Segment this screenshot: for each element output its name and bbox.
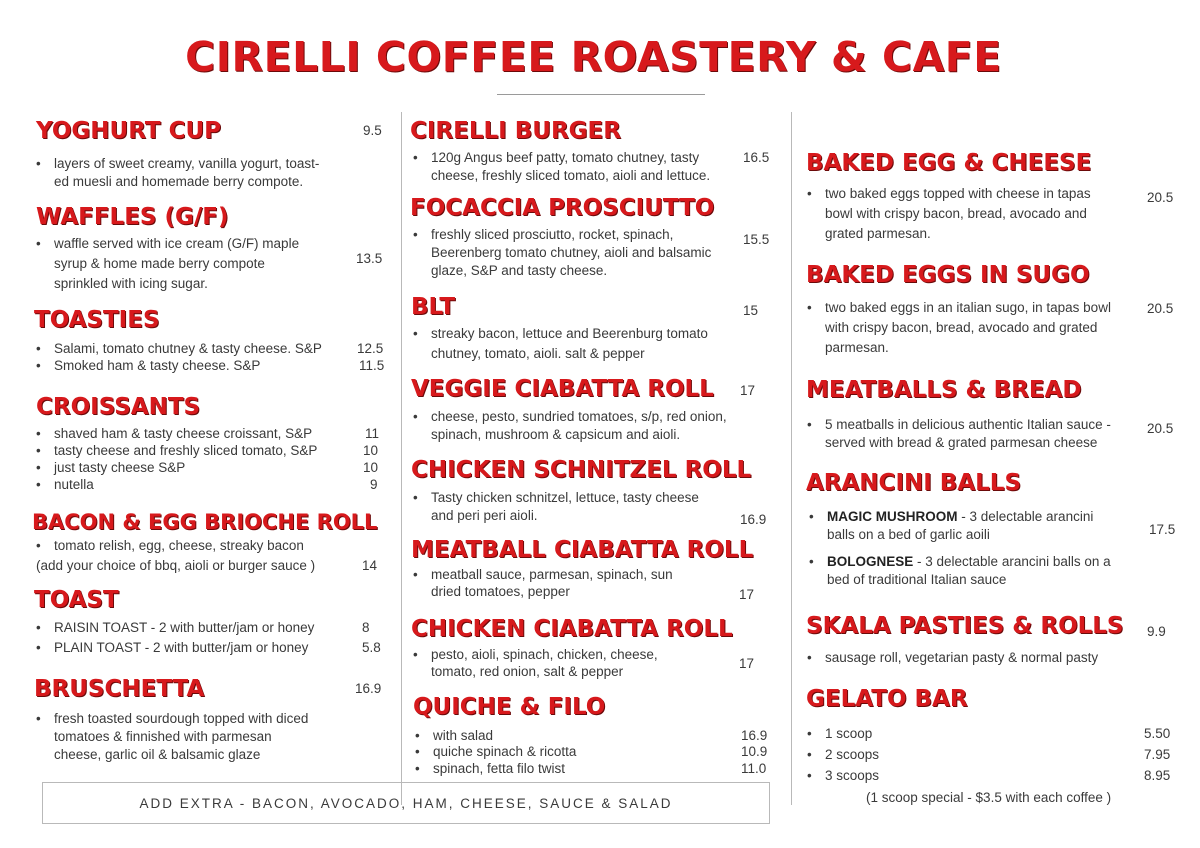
price: 15 <box>743 303 759 318</box>
price: 11.5 <box>359 358 385 373</box>
item-description: dried tomatoes, pepper <box>431 584 570 599</box>
price: 5.50 <box>1144 726 1171 741</box>
section-heading: MEATBALLS & BREAD <box>806 377 1082 403</box>
item-description: grated parmesan. <box>825 226 931 241</box>
add-extras-banner: ADD EXTRA - BACON, AVOCADO, HAM, CHEESE, SAUCE & SALAD <box>42 782 770 824</box>
item-description: served with bread & grated parmesan cheese <box>825 435 1098 450</box>
section-heading: QUICHE & FILO <box>413 694 606 720</box>
list-item: • 3 scoops <box>825 767 879 785</box>
price: 17.5 <box>1149 522 1176 537</box>
list-item: • 1 scoop <box>825 725 872 743</box>
item-description: cheese, freshly sliced tomato, aioli and lettuce. <box>431 168 711 183</box>
item-description: • sausage roll, vegetarian pasty & normal pasty <box>825 649 1098 667</box>
item-name: BOLOGNESE <box>827 554 914 569</box>
section-heading: TOAST <box>34 587 119 613</box>
list-item: • Smoked ham & tasty cheese. S&P <box>54 357 260 375</box>
title-divider <box>497 94 705 95</box>
item-description: syrup & home made berry compote <box>54 256 265 271</box>
column-divider-right <box>791 112 792 805</box>
list-item: • Salami, tomato chutney & tasty cheese. S&P <box>54 340 322 358</box>
price: 10.9 <box>741 744 768 759</box>
item-description: • waffle served with ice cream (G/F) maple <box>54 235 299 253</box>
item-description: tomatoes & finnished with parmesan <box>54 729 272 744</box>
item-description: - 3 delectable arancini balls on a <box>913 554 1111 569</box>
item-description: and peri peri aioli. <box>431 508 538 523</box>
item-description: chutney, tomato, aioli. salt & pepper <box>431 346 645 361</box>
list-item: • RAISIN TOAST - 2 with butter/jam or honey <box>54 619 314 637</box>
section-heading: FOCACCIA PROSCIUTTO <box>410 195 715 221</box>
list-item <box>827 553 1111 571</box>
price: 16.9 <box>741 728 768 743</box>
price: 13.5 <box>356 251 383 266</box>
price: 10 <box>363 443 379 458</box>
section-heading: MEATBALL CIABATTA ROLL <box>411 537 754 563</box>
price: 17 <box>739 587 755 602</box>
price: 7.95 <box>1144 747 1171 762</box>
price: 8.95 <box>1144 768 1171 783</box>
price: 9 <box>370 477 378 492</box>
item-description: parmesan. <box>825 340 889 355</box>
list-item: • with salad <box>433 727 493 745</box>
price: 11.0 <box>741 761 767 776</box>
section-heading: BRUSCHETTA <box>34 676 205 702</box>
price: 12.5 <box>357 341 384 356</box>
section-heading: CIRELLI BURGER <box>410 118 621 144</box>
section-heading: BAKED EGGS IN SUGO <box>806 262 1090 288</box>
item-description: tomato, red onion, salt & pepper <box>431 664 624 679</box>
item-description: balls on a bed of garlic aoili <box>827 527 990 542</box>
list-item <box>827 508 1093 526</box>
list-item: • nutella <box>54 476 94 494</box>
item-name: MAGIC MUSHROOM <box>827 509 958 524</box>
item-description: bowl with crispy bacon, bread, avocado and <box>825 206 1087 221</box>
item-description: • 120g Angus beef patty, tomato chutney, tasty <box>431 149 699 167</box>
item-description: - 3 delectable arancini <box>957 509 1094 524</box>
list-item: • shaved ham & tasty cheese croissant, S&P <box>54 425 312 443</box>
item-description: Beerenberg tomato chutney, aioli and balsamic <box>431 245 712 260</box>
section-heading: GELATO BAR <box>806 686 968 712</box>
item-description: • pesto, aioli, spinach, chicken, cheese, <box>431 646 658 664</box>
price: 10 <box>363 460 379 475</box>
price: 14 <box>362 558 378 573</box>
section-heading: BACON & EGG BRIOCHE ROLL <box>32 510 378 534</box>
item-description: • streaky bacon, lettuce and Beerenburg tomato <box>431 325 708 343</box>
item-description: glaze, S&P and tasty cheese. <box>431 263 608 278</box>
price: 8 <box>362 620 370 635</box>
item-description: bed of traditional Italian sauce <box>827 572 1007 587</box>
gelato-special-note: (1 scoop special - $3.5 with each coffee ) <box>866 790 1112 805</box>
item-description: sprinkled with icing sugar. <box>54 276 208 291</box>
section-heading: BLT <box>411 294 456 320</box>
item-description: (add your choice of bbq, aioli or burger sauce ) <box>36 558 316 573</box>
price: 15.5 <box>743 232 770 247</box>
item-description: • 5 meatballs in delicious authentic Italian sauce - <box>825 416 1111 434</box>
price: 16.9 <box>740 512 767 527</box>
item-description: • two baked eggs topped with cheese in tapas <box>825 185 1091 203</box>
item-description: • freshly sliced prosciutto, rocket, spinach, <box>431 226 673 244</box>
item-description: • tomato relish, egg, cheese, streaky bacon <box>54 537 304 555</box>
price: 9.5 <box>363 123 382 138</box>
item-description: ed muesli and homemade berry compote. <box>54 174 304 189</box>
item-description: • cheese, pesto, sundried tomatoes, s/p, red onion, <box>431 408 727 426</box>
price: 11 <box>365 426 380 441</box>
item-description: • Tasty chicken schnitzel, lettuce, tasty cheese <box>431 489 699 507</box>
list-item: • PLAIN TOAST - 2 with butter/jam or honey <box>54 639 308 657</box>
list-item: • tasty cheese and freshly sliced tomato, S&P <box>54 442 317 460</box>
section-heading: ARANCINI BALLS <box>806 470 1022 496</box>
item-description: cheese, garlic oil & balsamic glaze <box>54 747 261 762</box>
section-heading: SKALA PASTIES & ROLLS <box>806 613 1124 639</box>
section-heading: TOASTIES <box>34 307 160 333</box>
price: 16.5 <box>743 150 770 165</box>
item-description: • layers of sweet creamy, vanilla yogurt, toast- <box>54 155 319 173</box>
section-heading: CROISSANTS <box>36 394 201 420</box>
item-description: • two baked eggs in an italian sugo, in tapas bowl <box>825 299 1111 317</box>
list-item: • just tasty cheese S&P <box>54 459 185 477</box>
price: 16.9 <box>355 681 382 696</box>
item-description: with crispy bacon, bread, avocado and grated <box>825 320 1098 335</box>
price: 20.5 <box>1147 190 1174 205</box>
section-heading: WAFFLES (G/F) <box>36 204 229 230</box>
section-heading: YOGHURT CUP <box>36 118 221 144</box>
price: 17 <box>739 656 755 671</box>
price: 9.9 <box>1147 624 1166 639</box>
item-description: • fresh toasted sourdough topped with diced <box>54 710 308 728</box>
page-title: CIRELLI COFFEE ROASTERY & CAFE <box>185 33 1002 81</box>
price: 5.8 <box>362 640 381 655</box>
section-heading: CHICKEN SCHNITZEL ROLL <box>411 457 752 483</box>
price: 20.5 <box>1147 421 1174 436</box>
price: 17 <box>740 383 756 398</box>
section-heading: CHICKEN CIABATTA ROLL <box>411 616 733 642</box>
column-divider-left <box>401 112 402 805</box>
list-item: • spinach, fetta filo twist <box>433 760 565 778</box>
list-item: • 2 scoops <box>825 746 879 764</box>
list-item: • quiche spinach & ricotta <box>433 743 576 761</box>
section-heading: BAKED EGG & CHEESE <box>806 150 1092 176</box>
price: 20.5 <box>1147 301 1174 316</box>
item-description: spinach, mushroom & capsicum and aioli. <box>431 427 681 442</box>
item-description: • meatball sauce, parmesan, spinach, sun <box>431 566 673 584</box>
section-heading: VEGGIE CIABATTA ROLL <box>411 376 714 402</box>
